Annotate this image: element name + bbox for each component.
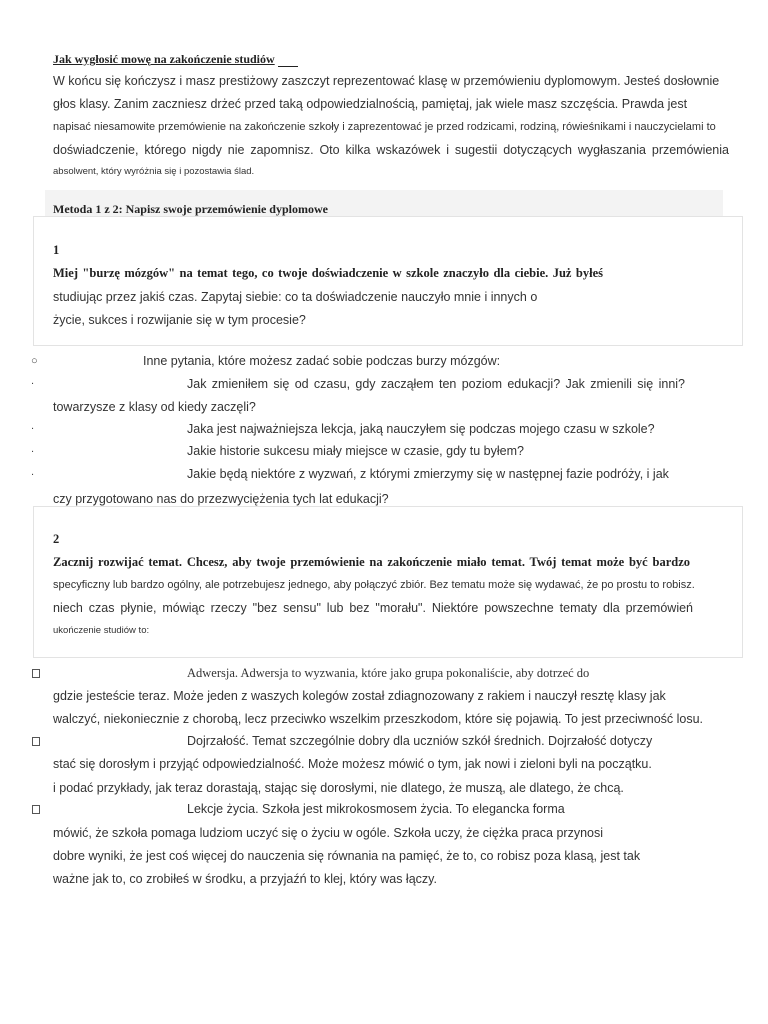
question-4: Jakie będą niektóre z wyzwań, z którymi zmierzymy się w następnej fazie podróży, i jak xyxy=(187,467,669,481)
checkbox-bullet-icon xyxy=(32,805,40,814)
step-2-line-3: ukończenie studiów to: xyxy=(53,625,150,636)
theme-3-line-2: mówić, że szkoła pomaga ludziom uczyć się o życiu w ogóle. Szkoła uczy, że ciężka praca przynosi xyxy=(53,826,603,840)
question-1-cont: towarzysze z klasy od kiedy zaczęli? xyxy=(53,400,256,414)
step-1-number: 1 xyxy=(53,243,60,257)
step-2-line-2: niech czas płynie, mówiąc rzeczy "bez sensu" lub bez "morału". Niektóre powszechne tematy dla przemówień xyxy=(53,601,693,615)
intro-line-4: doświadczenie, którego nigdy nie zapomnisz. Oto kilka wskazówek i sugestii dotyczących wygłaszania przemówienia xyxy=(53,143,729,157)
step-2-line-1: specyficzny lub bardzo ogólny, ale potrzebujesz jednego, aby połączyć zbiór. Bez tematu może się wydawać, że po prostu to robisz. xyxy=(53,579,695,591)
theme-2-line-3: i podać przykłady, jak teraz dorastają, stając się dorosłymi, nie dlatego, że muszą, ale dlatego, że chcą. xyxy=(53,781,624,795)
title-underline-extension xyxy=(278,66,298,67)
intro-line-5: absolwent, który wyróżnia się i pozostawia ślad. xyxy=(53,166,255,177)
theme-3-line-4: ważne jak to, co zrobiłeś w środku, a przyjaźń to klej, który was łączy. xyxy=(53,872,437,886)
intro-line-1: W końcu się kończysz i masz prestiżowy zaszczyt reprezentować klasę w przemówieniu dyplomowym. Jesteś dosłownie xyxy=(53,74,720,88)
intro-line-3: napisać niesamowite przemówienie na zakończenie szkoły i zaprezentować je przed rodzicami, rodziną, rówieśnikami i nauczycielami to xyxy=(53,121,716,133)
dot-bullet-2: . xyxy=(31,420,35,432)
step-1-line-2: życie, sukces i rozwijanie się w tym procesie? xyxy=(53,313,306,327)
theme-1-first: Adwersja. Adwersja to wyzwania, które jako grupa pokonaliście, aby dotrzeć do xyxy=(187,666,590,680)
theme-2-line-2: stać się dorosłym i przyjąć odpowiedzialność. Może możesz mówić o tym, jak nowi i zieloni byli na początku. xyxy=(53,757,652,771)
step-2-heading: Zacznij rozwijać temat. Chcesz, aby twoje przemówienie na zakończenie miało temat. Twój temat może być bardzo xyxy=(53,555,690,569)
intro-line-2: głos klasy. Zanim zaczniesz drżeć przed taką odpowiedzialnością, pamiętaj, jak wiele masz szczęścia. Prawda jest xyxy=(53,97,688,111)
checkbox-bullet-icon xyxy=(32,737,40,746)
circle-bullet: ○ xyxy=(31,355,38,367)
question-2: Jaka jest najważniejsza lekcja, jaką nauczyłem się podczas mojego czasu w szkole? xyxy=(187,422,655,436)
theme-2-first: Dojrzałość. Temat szczególnie dobry dla uczniów szkół średnich. Dojrzałość dotyczy xyxy=(187,734,653,748)
document-title: Jak wygłosić mowę na zakończenie studiów xyxy=(53,52,275,66)
dot-bullet-4: . xyxy=(31,466,35,478)
questions-lead: Inne pytania, które możesz zadać sobie podczas burzy mózgów: xyxy=(143,354,501,368)
dot-bullet-1: . xyxy=(31,375,35,387)
method-heading: Metoda 1 z 2: Napisz swoje przemówienie dyplomowe xyxy=(53,202,328,216)
question-1: Jak zmieniłem się od czasu, gdy zacząłem ten poziom edukacji? Jak zmienili się inni? xyxy=(187,377,685,391)
step-1-heading: Miej "burzę mózgów" na temat tego, co twoje doświadczenie w szkole znaczyło dla ciebie. Już byłeś xyxy=(53,266,603,280)
checkbox-bullet-icon xyxy=(32,669,40,678)
dot-bullet-3: . xyxy=(31,443,35,455)
step-2-number: 2 xyxy=(53,532,60,546)
question-3: Jakie historie sukcesu miały miejsce w czasie, gdy tu byłem? xyxy=(187,444,524,458)
theme-3-first: Lekcje życia. Szkoła jest mikrokosmosem życia. To elegancka forma xyxy=(187,802,565,816)
theme-1-line-3: walczyć, niekoniecznie z chorobą, lecz przeciwko wszelkim przeszkodom, które się pojawią. To jest przeciwność losu. xyxy=(53,712,704,726)
question-4-cont: czy przygotowano nas do przezwyciężenia tych lat edukacji? xyxy=(53,492,389,506)
step-1-line-1: studiując przez jakiś czas. Zapytaj siebie: co ta doświadczenie nauczyło mnie i innych o xyxy=(53,290,538,304)
theme-3-line-3: dobre wyniki, że jest coś więcej do nauczenia się równania na pamięć, że to, co robisz poza klasą, jest tak xyxy=(53,849,641,863)
theme-1-line-2: gdzie jesteście teraz. Może jeden z waszych kolegów został zdiagnozowany z rakiem i nauczył resztę klasy jak xyxy=(53,689,666,703)
